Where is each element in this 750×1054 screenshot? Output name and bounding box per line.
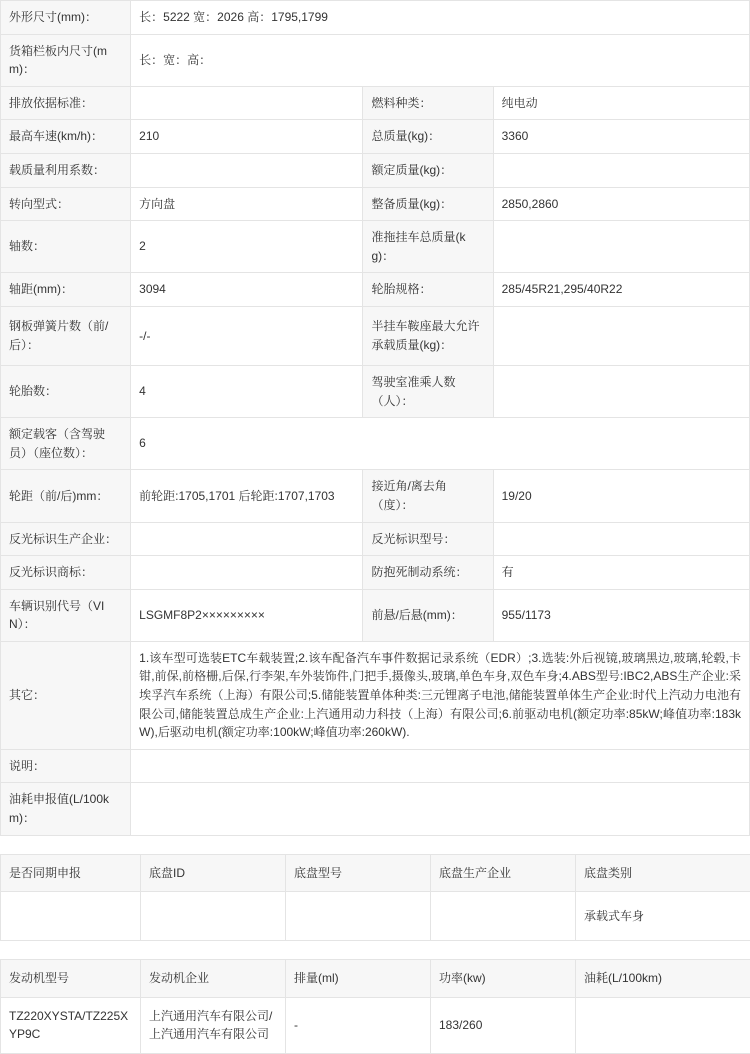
engine-header-row: [1, 960, 750, 998]
spec-value: 3094: [131, 273, 363, 307]
spec-label: 载质量利用系数：: [1, 153, 131, 187]
engine-cell: -: [286, 997, 431, 1053]
fuel-report-value: [131, 783, 750, 835]
spec-label: 额定质量(kg)：: [363, 153, 493, 187]
chassis-cell: [431, 892, 576, 941]
spec-label: 防抱死制动系统：: [363, 556, 493, 590]
table-row-fuel-report: [1, 783, 750, 835]
spec-label: 车辆识别代号（VIN）：: [1, 589, 131, 641]
engine-header-cell: 油耗(L/100km): [576, 960, 750, 998]
spec-value: 6: [131, 418, 750, 470]
chassis-table: [0, 854, 750, 942]
table-row-other: [1, 641, 750, 749]
engine-cell: TZ220XYSTA/TZ225XYP9C: [1, 997, 141, 1053]
spec-label: 轴距(mm)：: [1, 273, 131, 307]
spec-label: 准拖挂车总质量(kg)：: [363, 221, 493, 273]
spec-value: 955/1173: [493, 589, 749, 641]
engine-cell: 183/260: [431, 997, 576, 1053]
spec-label: 接近角/离去角（度）：: [363, 470, 493, 522]
table-row: [1, 556, 750, 590]
chassis-cell: [141, 892, 286, 941]
table-row: [1, 589, 750, 641]
engine-cell: 上汽通用汽车有限公司/上汽通用汽车有限公司: [141, 997, 286, 1053]
spec-value: 方向盘: [131, 187, 363, 221]
table-row: [1, 120, 750, 154]
chassis-cell: [286, 892, 431, 941]
spec-label: 反光标识商标：: [1, 556, 131, 590]
table-row: [1, 86, 750, 120]
spec-label: 钢板弹簧片数（前/后）：: [1, 306, 131, 365]
spec-value: [493, 522, 749, 556]
other-label: 其它：: [1, 641, 131, 749]
engine-cell: [576, 997, 750, 1053]
spec-value: [493, 153, 749, 187]
table-row: [1, 221, 750, 273]
spec-label: 轮胎数：: [1, 365, 131, 417]
engine-header-cell: 排量(ml): [286, 960, 431, 998]
chassis-header-cell: 是否同期申报: [1, 854, 141, 892]
spec-label: 货箱栏板内尺寸(mm)：: [1, 34, 131, 86]
spec-label: 额定载客（含驾驶员）（座位数）：: [1, 418, 131, 470]
table-row: [1, 365, 750, 417]
spec-value: -/-: [131, 306, 363, 365]
spec-value: [493, 365, 749, 417]
spec-label: 燃料种类：: [363, 86, 493, 120]
chassis-cell: 承载式车身: [576, 892, 750, 941]
table-row: [1, 418, 750, 470]
spec-value: 210: [131, 120, 363, 154]
engine-header-cell: 功率(kw): [431, 960, 576, 998]
chassis-header-cell: 底盘生产企业: [431, 854, 576, 892]
chassis-header-cell: 底盘类别: [576, 854, 750, 892]
spec-value: [131, 153, 363, 187]
spec-value: 3360: [493, 120, 749, 154]
spec-label: 整备质量(kg)：: [363, 187, 493, 221]
table-row: [1, 34, 750, 86]
table-row: [1, 522, 750, 556]
spec-value: [131, 86, 363, 120]
engine-table: [0, 959, 750, 1054]
engine-header-cell: 发动机型号: [1, 960, 141, 998]
table-row: [1, 153, 750, 187]
other-value: 1.该车型可选装ETC车载装置;2.该车配备汽车事件数据记录系统（EDR）;3.选装:外后视镜,玻璃黑边,玻璃,轮毂,卡钳,前保,前格栅,后保,行李架,车外装饰件,门把手,摄像头,玻璃,单色车身,双色车身;4.ABS型号:IBC2,ABS生产企业:采埃孚汽车系统（上海）有限公司;5.储能装置单体种类:三元锂离子电池,储能装置单体生产企业:时代上汽动力电池有限公司,储能装置总成生产企业:上汽通用动力科技（上海）有限公司;6.前驱动电机(额定功率:85kW;峰值功率:183kW),后驱动电机(额定功率:100kW;峰值功率:260kW).: [131, 641, 750, 749]
spec-value: 2850,2860: [493, 187, 749, 221]
spec-value: [131, 556, 363, 590]
spec-value: 有: [493, 556, 749, 590]
spec-label: 驾驶室准乘人数（人）：: [363, 365, 493, 417]
spec-value: 长：5222 宽：2026 高：1795,1799: [131, 1, 750, 35]
chassis-header-cell: 底盘ID: [141, 854, 286, 892]
spec-label: 最高车速(km/h)：: [1, 120, 131, 154]
spec-value: 4: [131, 365, 363, 417]
table-row: [1, 306, 750, 365]
spec-label: 转向型式：: [1, 187, 131, 221]
spec-value: [131, 522, 363, 556]
table-row-note: [1, 749, 750, 783]
spec-label: 反光标识生产企业：: [1, 522, 131, 556]
note-label: 说明：: [1, 749, 131, 783]
engine-header-cell: 发动机企业: [141, 960, 286, 998]
spec-value: 285/45R21,295/40R22: [493, 273, 749, 307]
spec-value: 纯电动: [493, 86, 749, 120]
spec-label: 总质量(kg)：: [363, 120, 493, 154]
spec-value: 长：宽：高：: [131, 34, 750, 86]
spec-label: 反光标识型号：: [363, 522, 493, 556]
table-row: [1, 187, 750, 221]
spec-label: 轮胎规格：: [363, 273, 493, 307]
fuel-report-label: 油耗申报值(L/100km)：: [1, 783, 131, 835]
spec-value: [493, 221, 749, 273]
spec-label: 半挂车鞍座最大允许承载质量(kg)：: [363, 306, 493, 365]
chassis-header-cell: 底盘型号: [286, 854, 431, 892]
table-row: [1, 470, 750, 522]
spec-label: 外形尺寸(mm)：: [1, 1, 131, 35]
note-value: [131, 749, 750, 783]
spec-value: [493, 306, 749, 365]
table-row: [1, 997, 750, 1053]
table-row: [1, 1, 750, 35]
spec-label: 轴数：: [1, 221, 131, 273]
spec-label: 轮距（前/后)mm：: [1, 470, 131, 522]
spec-label: 排放依据标准：: [1, 86, 131, 120]
chassis-header-row: [1, 854, 750, 892]
spec-value: 2: [131, 221, 363, 273]
spec-value: 前轮距:1705,1701 后轮距:1707,1703: [131, 470, 363, 522]
spec-label: 前悬/后悬(mm)：: [363, 589, 493, 641]
spec-value: 19/20: [493, 470, 749, 522]
chassis-cell: [1, 892, 141, 941]
table-row: [1, 892, 750, 941]
spec-value: LSGMF8P2×××××××××: [131, 589, 363, 641]
table-row: [1, 273, 750, 307]
